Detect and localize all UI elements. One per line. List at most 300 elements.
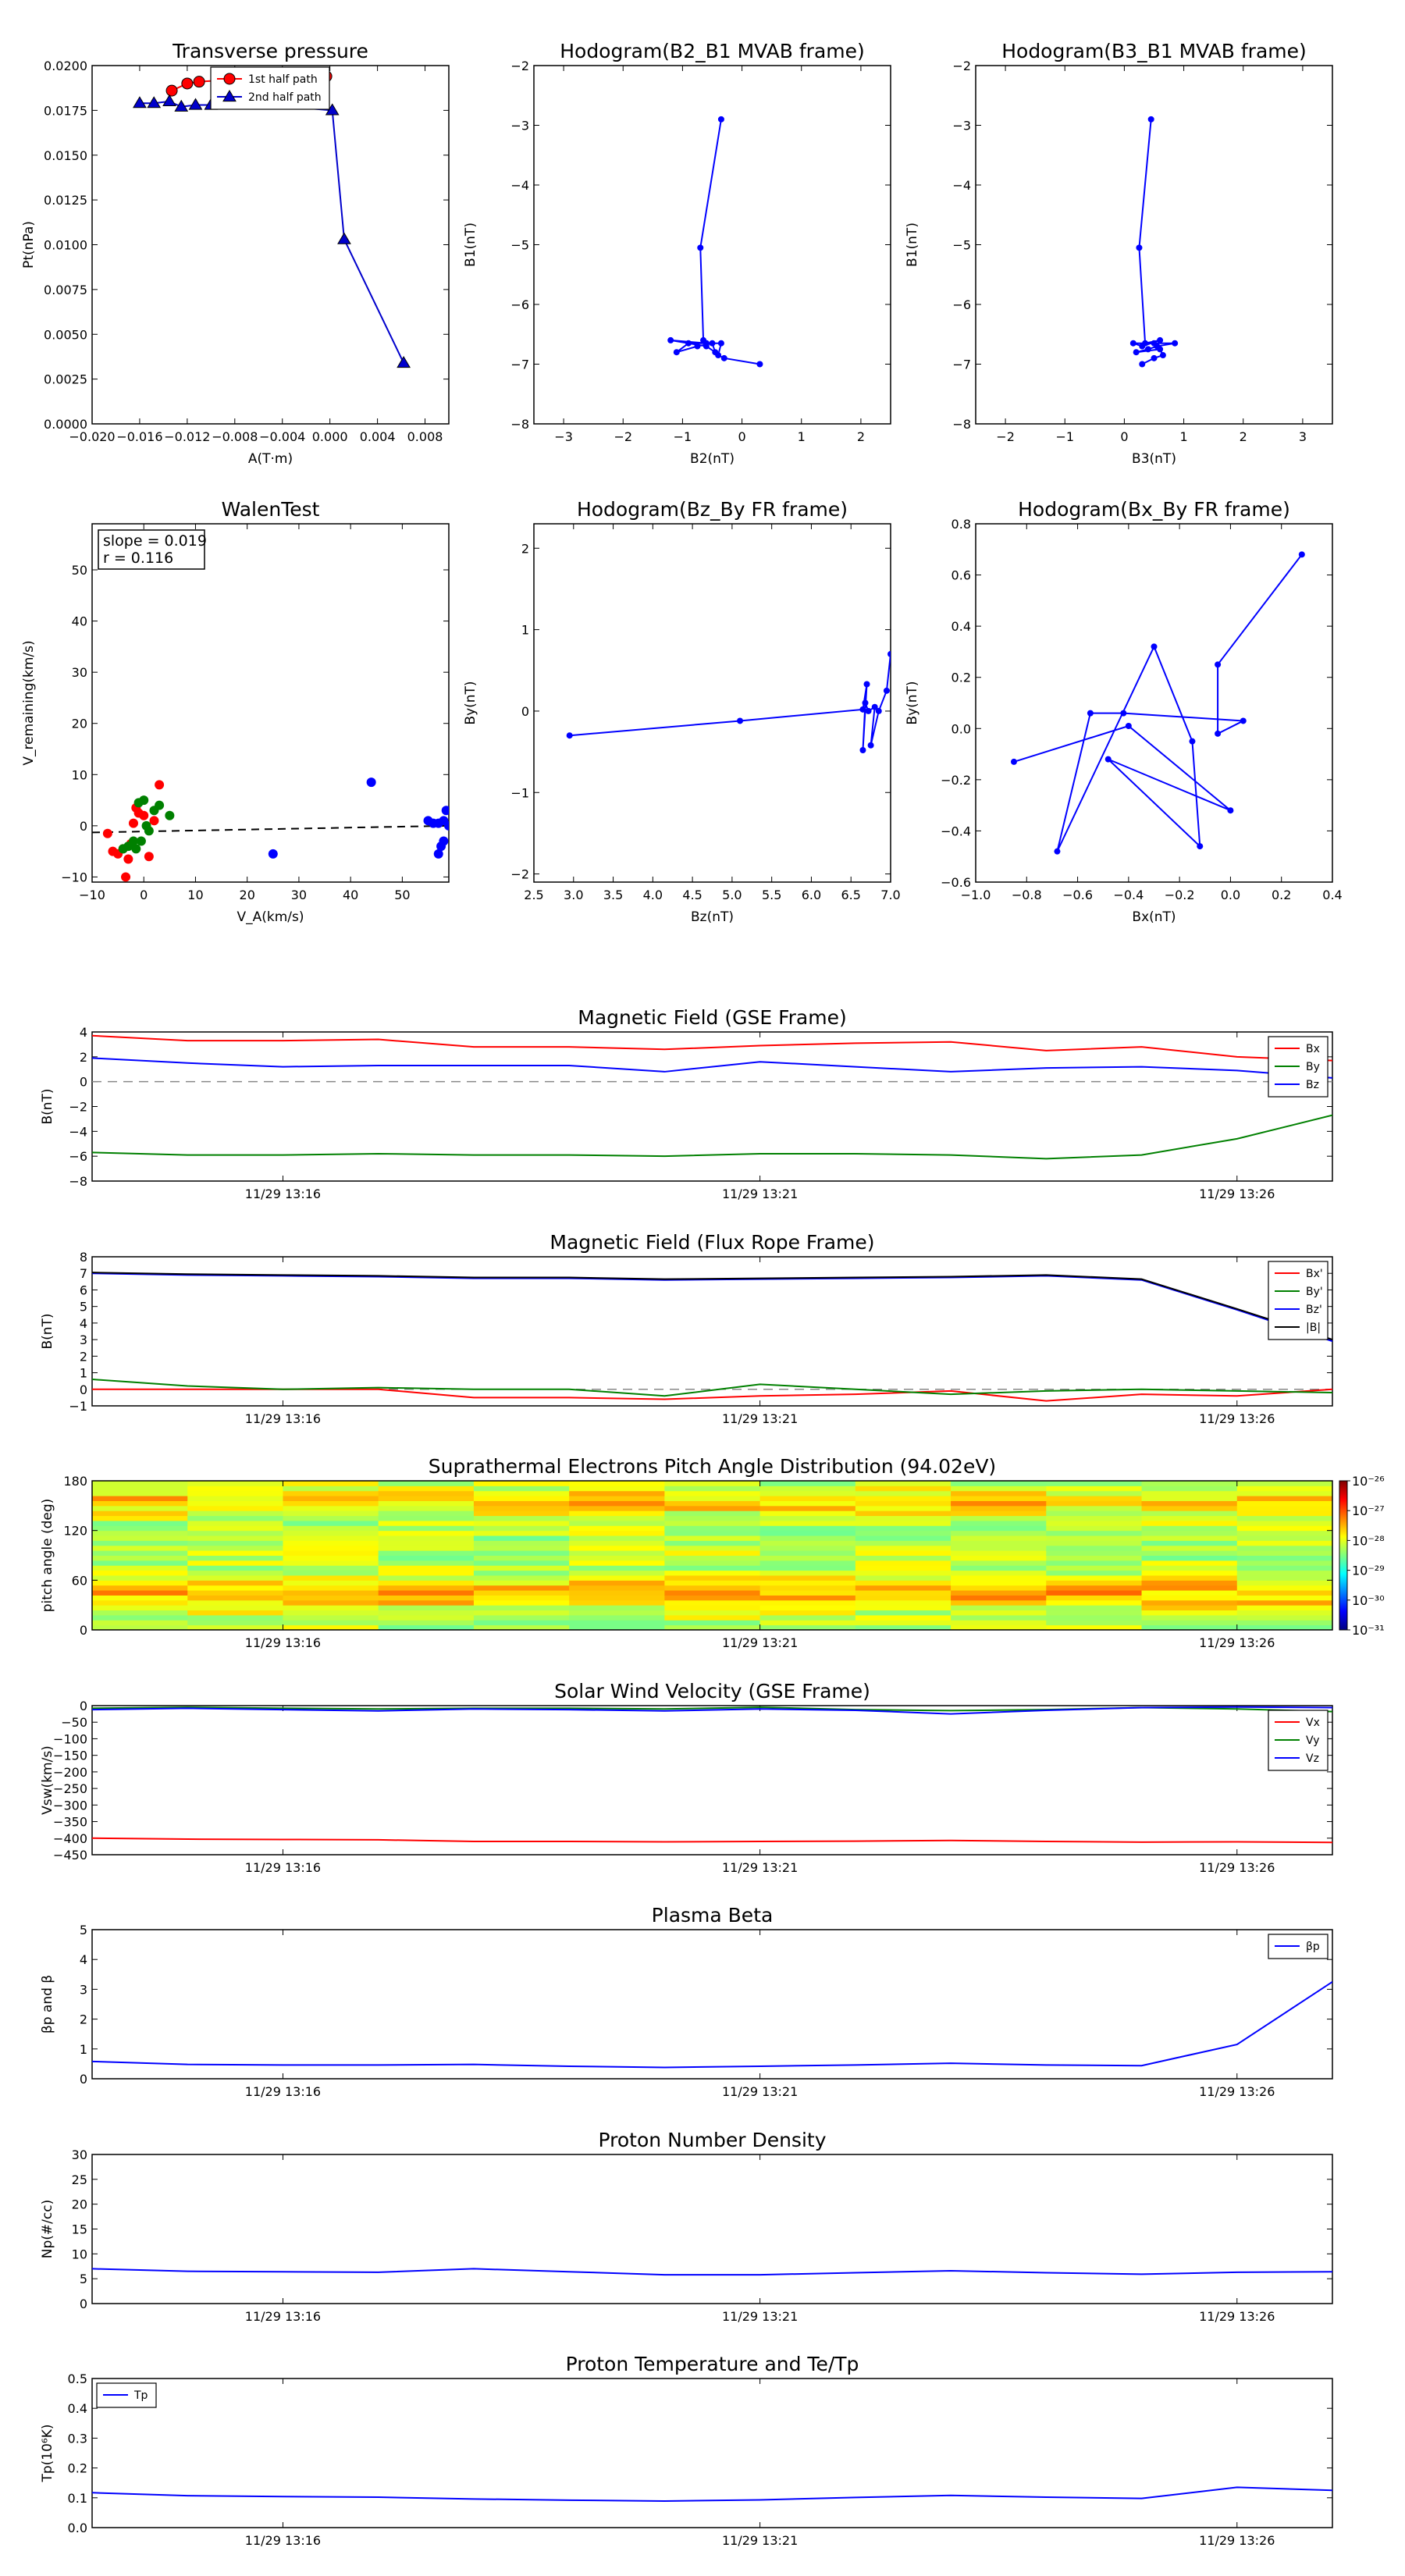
legend-label: Bx' bbox=[1306, 1268, 1323, 1280]
x-tick-label: 11/29 13:26 bbox=[1199, 1411, 1275, 1426]
heatmap-cell bbox=[855, 1521, 951, 1526]
heatmap-cell bbox=[1142, 1500, 1238, 1506]
data-point bbox=[434, 819, 443, 828]
y-tick-label: 0.0025 bbox=[44, 372, 87, 387]
x-tick-label: 11/29 13:26 bbox=[1199, 2084, 1275, 2099]
y-tick-label: −1 bbox=[69, 1399, 87, 1414]
data-point bbox=[123, 854, 133, 863]
x-tick-label: 11/29 13:21 bbox=[721, 2309, 799, 2324]
heatmap-cell bbox=[855, 1571, 951, 1576]
heatmap-cell bbox=[1237, 1516, 1333, 1521]
axes-frame bbox=[92, 1706, 1332, 1855]
heatmap-cell bbox=[569, 1496, 665, 1501]
y-tick-label: −400 bbox=[53, 1831, 87, 1846]
x-tick-label: −0.020 bbox=[69, 429, 116, 444]
plot-area bbox=[92, 1036, 1332, 1159]
heatmap-cell bbox=[855, 1550, 951, 1556]
y-tick-label: −7 bbox=[510, 357, 529, 372]
y-tick-label: 3 bbox=[79, 1332, 87, 1348]
heatmap-cell bbox=[1142, 1525, 1238, 1531]
legend-label: Vy bbox=[1306, 1735, 1320, 1747]
y-tick-label: 5 bbox=[79, 1299, 87, 1315]
heatmap-cell bbox=[92, 1516, 188, 1521]
data-point bbox=[864, 681, 870, 688]
x-tick-label: 5.0 bbox=[722, 888, 742, 902]
y-tick-label: 120 bbox=[63, 1523, 87, 1539]
heatmap-cell bbox=[760, 1575, 856, 1581]
data-point bbox=[194, 76, 205, 87]
series-line-tp-1 bbox=[140, 101, 404, 363]
x-tick-label: 0.2 bbox=[1271, 888, 1292, 902]
heatmap-cell bbox=[283, 1600, 379, 1606]
heatmap-cell bbox=[664, 1580, 760, 1585]
y-tick-label: −300 bbox=[53, 1798, 87, 1813]
y-axis-label: Tp(10⁶K) bbox=[40, 2424, 55, 2482]
y-tick-label: 0.0125 bbox=[44, 193, 87, 208]
data-point bbox=[1136, 244, 1142, 251]
data-point bbox=[103, 829, 112, 838]
legend-label: Bz' bbox=[1306, 1304, 1322, 1316]
data-point bbox=[166, 85, 177, 96]
series-line-bgse-1 bbox=[92, 1115, 1332, 1159]
plot-area bbox=[92, 2268, 1332, 2275]
heatmap-cell bbox=[951, 1620, 1047, 1625]
heatmap-cell bbox=[283, 1500, 379, 1506]
y-tick-label: −1 bbox=[510, 785, 529, 801]
x-tick-label: 11/29 13:16 bbox=[244, 1635, 322, 1650]
x-tick-label: 11/29 13:16 bbox=[244, 2084, 322, 2099]
series-line-hzy-0 bbox=[570, 654, 891, 750]
data-point bbox=[1133, 349, 1140, 355]
data-point bbox=[1011, 759, 1017, 765]
heatmap-cell bbox=[1142, 1620, 1238, 1625]
heatmap-cell bbox=[664, 1615, 760, 1621]
heatmap-cell bbox=[664, 1565, 760, 1571]
data-point bbox=[367, 777, 376, 787]
heatmap-cell bbox=[187, 1491, 283, 1496]
data-point bbox=[338, 233, 350, 244]
heatmap-cell bbox=[760, 1560, 856, 1566]
heatmap-cell bbox=[569, 1575, 665, 1581]
heatmap-cell bbox=[760, 1620, 856, 1625]
plot-area bbox=[667, 116, 763, 368]
data-point bbox=[674, 349, 680, 355]
y-tick-label: 5 bbox=[79, 2272, 87, 2287]
heatmap-cell bbox=[187, 1546, 283, 1551]
data-point bbox=[1054, 849, 1060, 855]
beta-panel bbox=[40, 1904, 1332, 2099]
heatmap-cell bbox=[760, 1550, 856, 1556]
data-point bbox=[884, 688, 890, 694]
heatmap-cell bbox=[1237, 1580, 1333, 1585]
heatmap-cell bbox=[664, 1496, 760, 1501]
y-tick-label: −200 bbox=[53, 1764, 87, 1780]
data-point bbox=[718, 340, 724, 347]
heatmap-cell bbox=[283, 1585, 379, 1591]
heatmap-cell bbox=[855, 1580, 951, 1585]
heatmap-cell bbox=[664, 1535, 760, 1541]
heatmap-cell bbox=[1237, 1546, 1333, 1551]
heatmap-cell bbox=[1046, 1535, 1142, 1541]
x-tick-label: 0.000 bbox=[311, 429, 348, 444]
x-tick-label: −0.6 bbox=[1062, 888, 1094, 902]
plot-area bbox=[1011, 551, 1305, 854]
x-tick-label: −1 bbox=[673, 429, 692, 444]
heatmap-cell bbox=[283, 1571, 379, 1576]
heatmap-cell bbox=[1046, 1510, 1142, 1516]
x-tick-label: 50 bbox=[394, 888, 411, 902]
y-tick-label: 0.0 bbox=[951, 721, 971, 737]
series-line-bfr-3 bbox=[92, 1272, 1332, 1340]
heatmap-cell bbox=[664, 1620, 760, 1625]
y-tick-label: −8 bbox=[952, 417, 971, 432]
heatmap-cell bbox=[1142, 1565, 1238, 1571]
x-tick-label: −0.4 bbox=[1113, 888, 1144, 902]
x-tick-label: 2.5 bbox=[524, 888, 544, 902]
y-axis-label: V_remaining(km/s) bbox=[21, 640, 37, 766]
heatmap-cell bbox=[760, 1565, 856, 1571]
heatmap-cell bbox=[1046, 1571, 1142, 1576]
heatmap-cell bbox=[664, 1556, 760, 1561]
heatmap-cell bbox=[92, 1595, 188, 1600]
x-axis-label: Bz(nT) bbox=[690, 909, 735, 925]
heatmap-cell bbox=[283, 1565, 379, 1571]
data-point bbox=[149, 816, 158, 825]
heatmap-cell bbox=[951, 1571, 1047, 1576]
x-tick-label: −0.016 bbox=[116, 429, 163, 444]
y-tick-label: 40 bbox=[71, 614, 87, 629]
data-point bbox=[155, 780, 164, 789]
x-tick-label: 4.5 bbox=[682, 888, 702, 902]
plot-area bbox=[92, 1707, 1332, 1843]
heatmap-cell bbox=[760, 1491, 856, 1496]
heatmap-cell bbox=[760, 1556, 856, 1561]
data-point bbox=[1215, 731, 1221, 737]
y-tick-label: 4 bbox=[79, 1952, 87, 1968]
axes-frame bbox=[92, 1930, 1332, 2079]
legend-label: Bz bbox=[1306, 1079, 1319, 1091]
y-tick-label: −250 bbox=[53, 1781, 87, 1797]
x-tick-label: 2 bbox=[1239, 429, 1247, 444]
heatmap-cell bbox=[569, 1500, 665, 1506]
x-tick-label: 11/29 13:21 bbox=[721, 1187, 799, 1201]
heatmap-cell bbox=[187, 1506, 283, 1511]
data-point bbox=[737, 717, 743, 724]
annotation-text: slope = 0.019 bbox=[103, 532, 207, 550]
y-tick-label: −6 bbox=[510, 297, 529, 312]
axes-frame bbox=[92, 66, 449, 424]
y-tick-label: 20 bbox=[71, 716, 87, 731]
series-line-bgse-2 bbox=[92, 1058, 1332, 1077]
data-point bbox=[887, 651, 894, 657]
y-tick-label: 180 bbox=[63, 1474, 87, 1489]
heatmap-cell bbox=[951, 1481, 1047, 1486]
y-tick-label: −10 bbox=[61, 870, 87, 885]
heatmap-cell bbox=[951, 1506, 1047, 1511]
heatmap-cell bbox=[1142, 1516, 1238, 1521]
plot-area bbox=[1130, 116, 1178, 368]
y-tick-label: 4 bbox=[79, 1315, 87, 1331]
heatmap-cell bbox=[283, 1521, 379, 1526]
heatmap-cell bbox=[474, 1556, 570, 1561]
data-point bbox=[1139, 343, 1145, 350]
data-point bbox=[190, 98, 202, 109]
data-point bbox=[667, 337, 674, 343]
heatmap-cell bbox=[92, 1550, 188, 1556]
x-tick-label: 11/29 13:21 bbox=[721, 1860, 799, 1875]
x-tick-label: 11/29 13:21 bbox=[721, 2533, 799, 2548]
heatmap-cell bbox=[379, 1540, 475, 1546]
heatmap-cell bbox=[283, 1496, 379, 1501]
series-line-bfr-2 bbox=[92, 1273, 1332, 1341]
heatmap-cell bbox=[92, 1546, 188, 1551]
heatmap-cell bbox=[760, 1610, 856, 1616]
heatmap-cell bbox=[760, 1521, 856, 1526]
heatmap-cell bbox=[1237, 1481, 1333, 1486]
heatmap-cell bbox=[92, 1506, 188, 1511]
heatmap-cell bbox=[283, 1525, 379, 1531]
heatmap-cell bbox=[760, 1590, 856, 1596]
heatmap-cell bbox=[1142, 1485, 1238, 1491]
x-tick-label: 0.4 bbox=[1322, 888, 1343, 902]
heatmap-cell bbox=[1142, 1560, 1238, 1566]
heatmap-cell bbox=[1142, 1535, 1238, 1541]
heatmap-cell bbox=[569, 1540, 665, 1546]
tpp-panel bbox=[40, 2353, 1332, 2548]
heatmap-cell bbox=[92, 1535, 188, 1541]
heatmap-cell bbox=[379, 1546, 475, 1551]
heatmap-cell bbox=[664, 1590, 760, 1596]
x-tick-label: 11/29 13:26 bbox=[1199, 1860, 1275, 1875]
heatmap-cell bbox=[1237, 1535, 1333, 1541]
x-tick-label: −1.0 bbox=[960, 888, 991, 902]
heatmap-cell bbox=[1046, 1600, 1142, 1606]
heatmap-cell bbox=[569, 1615, 665, 1621]
y-axis-label: B1(nT) bbox=[463, 222, 478, 267]
heatmap-cell bbox=[855, 1546, 951, 1551]
annotation-text: r = 0.116 bbox=[103, 550, 174, 567]
data-point bbox=[1240, 717, 1247, 724]
heatmap-cell bbox=[664, 1485, 760, 1491]
chart-title: Proton Number Density bbox=[598, 2129, 827, 2151]
heatmap-cell bbox=[187, 1560, 283, 1566]
y-tick-label: 3 bbox=[79, 1982, 87, 1998]
heatmap-cell bbox=[569, 1516, 665, 1521]
data-point bbox=[397, 357, 410, 368]
x-tick-label: 0 bbox=[738, 429, 746, 444]
x-tick-label: 11/29 13:16 bbox=[244, 1411, 322, 1426]
heatmap-cell bbox=[760, 1546, 856, 1551]
heatmap-cell bbox=[283, 1610, 379, 1616]
heatmap-cell bbox=[855, 1575, 951, 1581]
heatmap-cell bbox=[760, 1595, 856, 1600]
heatmap-cell bbox=[1046, 1580, 1142, 1585]
y-tick-label: 2 bbox=[79, 2012, 87, 2027]
heatmap-cell bbox=[1237, 1571, 1333, 1576]
heatmap-cell bbox=[664, 1550, 760, 1556]
heatmap-cell bbox=[1046, 1565, 1142, 1571]
heatmap-cell bbox=[1046, 1575, 1142, 1581]
heatmap-cell bbox=[951, 1500, 1047, 1506]
heatmap-cell bbox=[951, 1600, 1047, 1606]
x-tick-label: 30 bbox=[290, 888, 308, 902]
data-point bbox=[1299, 551, 1305, 557]
heatmap-cell bbox=[283, 1516, 379, 1521]
heatmap-cell bbox=[951, 1496, 1047, 1501]
y-tick-label: 0.0000 bbox=[44, 417, 87, 432]
y-tick-label: 0.0100 bbox=[44, 237, 87, 253]
heatmap-cell bbox=[855, 1516, 951, 1521]
heatmap-cell bbox=[283, 1510, 379, 1516]
heatmap-cell bbox=[855, 1590, 951, 1596]
x-tick-label: −0.012 bbox=[164, 429, 211, 444]
heatmap-cell bbox=[1142, 1605, 1238, 1610]
heatmap-cell bbox=[474, 1506, 570, 1511]
heatmap-cell bbox=[379, 1500, 475, 1506]
x-tick-label: 11/29 13:26 bbox=[1199, 1635, 1275, 1650]
heatmap-cell bbox=[187, 1535, 283, 1541]
chart-title: Suprathermal Electrons Pitch Angle Distribution (94.02eV) bbox=[428, 1455, 997, 1478]
heatmap-cell bbox=[1237, 1590, 1333, 1596]
y-tick-label: −350 bbox=[53, 1814, 87, 1830]
heatmap-cell bbox=[187, 1521, 283, 1526]
heatmap-cell bbox=[1237, 1496, 1333, 1501]
y-tick-label: 0.0175 bbox=[44, 103, 87, 119]
y-tick-label: −3 bbox=[510, 118, 529, 133]
data-point bbox=[142, 821, 151, 831]
heatmap-cell bbox=[92, 1521, 188, 1526]
data-point bbox=[121, 872, 130, 881]
heatmap-cell bbox=[1237, 1491, 1333, 1496]
heatmap-cell bbox=[951, 1590, 1047, 1596]
heatmap-cell bbox=[379, 1565, 475, 1571]
chart-title: Magnetic Field (GSE Frame) bbox=[578, 1006, 847, 1029]
data-point bbox=[1151, 355, 1158, 361]
heatmap-cell bbox=[1046, 1500, 1142, 1506]
y-axis-label: pitch angle (deg) bbox=[40, 1498, 55, 1613]
heatmap-cell bbox=[92, 1575, 188, 1581]
y-tick-label: 0 bbox=[79, 818, 87, 834]
chart-title: Hodogram(B3_B1 MVAB frame) bbox=[1001, 40, 1307, 62]
heatmap-cell bbox=[855, 1605, 951, 1610]
heatmap-cell bbox=[1142, 1600, 1238, 1606]
data-point bbox=[859, 706, 866, 713]
heatmap-cell bbox=[569, 1585, 665, 1591]
series-line-np-0 bbox=[92, 2268, 1332, 2275]
heatmap-cell bbox=[1046, 1540, 1142, 1546]
data-point bbox=[703, 340, 710, 347]
data-point bbox=[694, 343, 700, 350]
heatmap-cell bbox=[760, 1481, 856, 1486]
chart-title: Plasma Beta bbox=[651, 1904, 774, 1927]
heatmap-cell bbox=[569, 1580, 665, 1585]
heatmap-cell bbox=[1142, 1571, 1238, 1576]
heatmap-cell bbox=[951, 1546, 1047, 1551]
data-point bbox=[866, 708, 872, 714]
heatmap-cell bbox=[379, 1525, 475, 1531]
data-point bbox=[144, 852, 154, 861]
data-point bbox=[129, 819, 138, 828]
heatmap-cell bbox=[855, 1510, 951, 1516]
heatmap-cell bbox=[92, 1565, 188, 1571]
heatmap-cell bbox=[379, 1531, 475, 1536]
heatmap-cell bbox=[187, 1595, 283, 1600]
y-axis-label: By(nT) bbox=[463, 681, 478, 725]
x-tick-label: 2 bbox=[856, 429, 866, 444]
data-point bbox=[442, 806, 451, 815]
y-tick-label: 1 bbox=[79, 1365, 87, 1381]
x-tick-label: 11/29 13:26 bbox=[1199, 1187, 1275, 1201]
heatmap-cell bbox=[92, 1556, 188, 1561]
heatmap-cell bbox=[1142, 1506, 1238, 1511]
data-point bbox=[1215, 661, 1221, 667]
heatmap-cell bbox=[760, 1485, 856, 1491]
y-tick-label: 0.0075 bbox=[44, 282, 87, 297]
heatmap-cell bbox=[855, 1525, 951, 1531]
heatmap-cell bbox=[569, 1485, 665, 1491]
walen-panel bbox=[21, 498, 454, 925]
bfr-panel bbox=[40, 1231, 1332, 1426]
data-point bbox=[165, 811, 174, 820]
heatmap-cell bbox=[569, 1605, 665, 1610]
heatmap-cell bbox=[569, 1560, 665, 1566]
heatmap-cell bbox=[569, 1525, 665, 1531]
heatmap-cell bbox=[760, 1571, 856, 1576]
y-tick-label: 2 bbox=[79, 1349, 87, 1364]
heatmap-cell bbox=[92, 1491, 188, 1496]
heatmap-cell bbox=[951, 1615, 1047, 1621]
heatmap-cell bbox=[1046, 1585, 1142, 1591]
heatmap-cell bbox=[474, 1550, 570, 1556]
heatmap-cell bbox=[92, 1496, 188, 1501]
heatmap-cell bbox=[1142, 1496, 1238, 1501]
heatmap-cell bbox=[1046, 1560, 1142, 1566]
vsw-panel bbox=[40, 1680, 1332, 1875]
y-tick-label: −0.6 bbox=[941, 875, 971, 890]
heatmap-cell bbox=[1237, 1521, 1333, 1526]
heatmap-cell bbox=[855, 1535, 951, 1541]
heatmap-cell bbox=[92, 1600, 188, 1606]
heatmap-cell bbox=[187, 1615, 283, 1621]
colorbar bbox=[1339, 1481, 1347, 1630]
plot-area bbox=[567, 651, 894, 753]
heatmap-cell bbox=[760, 1615, 856, 1621]
heatmap-cell bbox=[855, 1560, 951, 1566]
heatmap-cell bbox=[1046, 1615, 1142, 1621]
y-tick-label: 0.1 bbox=[67, 2490, 87, 2506]
data-point bbox=[1148, 116, 1154, 123]
heatmap-cell bbox=[569, 1556, 665, 1561]
heatmap-cell bbox=[187, 1605, 283, 1610]
x-tick-label: −0.2 bbox=[1164, 888, 1195, 902]
x-tick-label: 0.0 bbox=[1220, 888, 1241, 902]
series-line-beta-0 bbox=[92, 1982, 1332, 2068]
data-point bbox=[1172, 340, 1178, 347]
heatmap-cell bbox=[569, 1571, 665, 1576]
data-point bbox=[139, 811, 148, 820]
heatmap-cell bbox=[379, 1510, 475, 1516]
heatmap-cell bbox=[855, 1500, 951, 1506]
heatmap-cell bbox=[283, 1481, 379, 1486]
heatmap-cell bbox=[951, 1610, 1047, 1616]
heatmap-cell bbox=[474, 1610, 570, 1616]
heatmap-cell bbox=[951, 1510, 1047, 1516]
heatmap-cell bbox=[379, 1620, 475, 1625]
x-tick-label: 4.0 bbox=[642, 888, 663, 902]
plot-area bbox=[92, 1982, 1332, 2068]
y-tick-label: 0.0 bbox=[67, 2521, 87, 2535]
chart-title: Hodogram(Bx_By FR frame) bbox=[1018, 498, 1290, 521]
